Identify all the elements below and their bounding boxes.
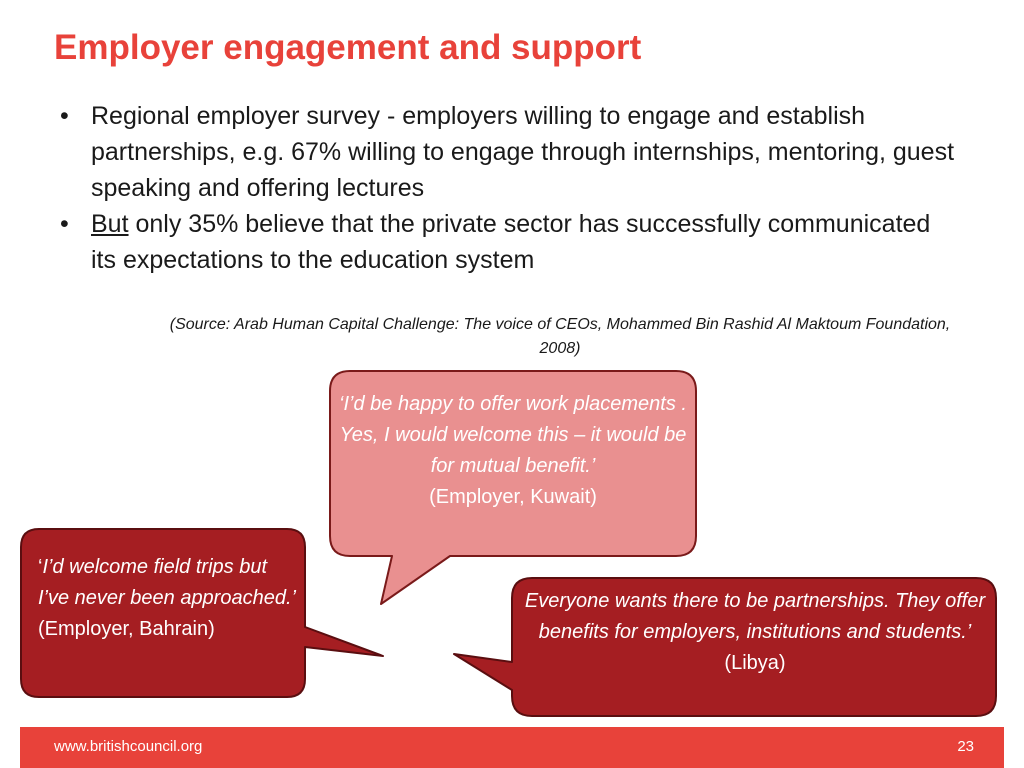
quote-libya (522, 586, 988, 679)
quote-text: Everyone wants there to be partnerships. They offer benefits for employers, institutions and students.’ (524, 590, 986, 643)
quote-attribution: (Libya) (724, 652, 786, 674)
slide-title: Employer engagement and support (54, 28, 642, 67)
source-citation: (Source: Arab Human Capital Challenge: The voice of CEOs, Mohammed Bin Rashid Al Maktoum Foundation, 2008) (169, 316, 951, 357)
quote-open-mark: ‘ (38, 556, 43, 578)
quote-text: ‘I’d be happy to offer work placements . Yes, I would welcome this – it would be for mutual benefit.’ (339, 393, 687, 477)
page-number: 23 (957, 738, 974, 755)
bullet-marker: • (60, 210, 69, 238)
bullet-text: only 35% believe that the private sector has successfully communicated its expectations to the education system (91, 210, 931, 274)
quote-kuwait (338, 389, 688, 513)
bullet-marker: • (60, 102, 69, 130)
footer-bar (20, 727, 1004, 768)
bullet-underlined-word: But (91, 210, 129, 238)
quote-attribution: (Employer, Bahrain) (38, 618, 215, 640)
quote-bahrain (38, 552, 300, 645)
quote-attribution: (Employer, Kuwait) (429, 486, 597, 508)
footer-url-link[interactable]: www.britishcouncil.org (54, 738, 203, 755)
quote-text: I’d welcome field trips but I’ve never been approached.’ (38, 556, 296, 609)
bullet-text: Regional employer survey - employers willing to engage and establish partnerships, e.g. 67% willing to engage through internships, mentoring, guest speaking and offering lectures (91, 102, 955, 202)
